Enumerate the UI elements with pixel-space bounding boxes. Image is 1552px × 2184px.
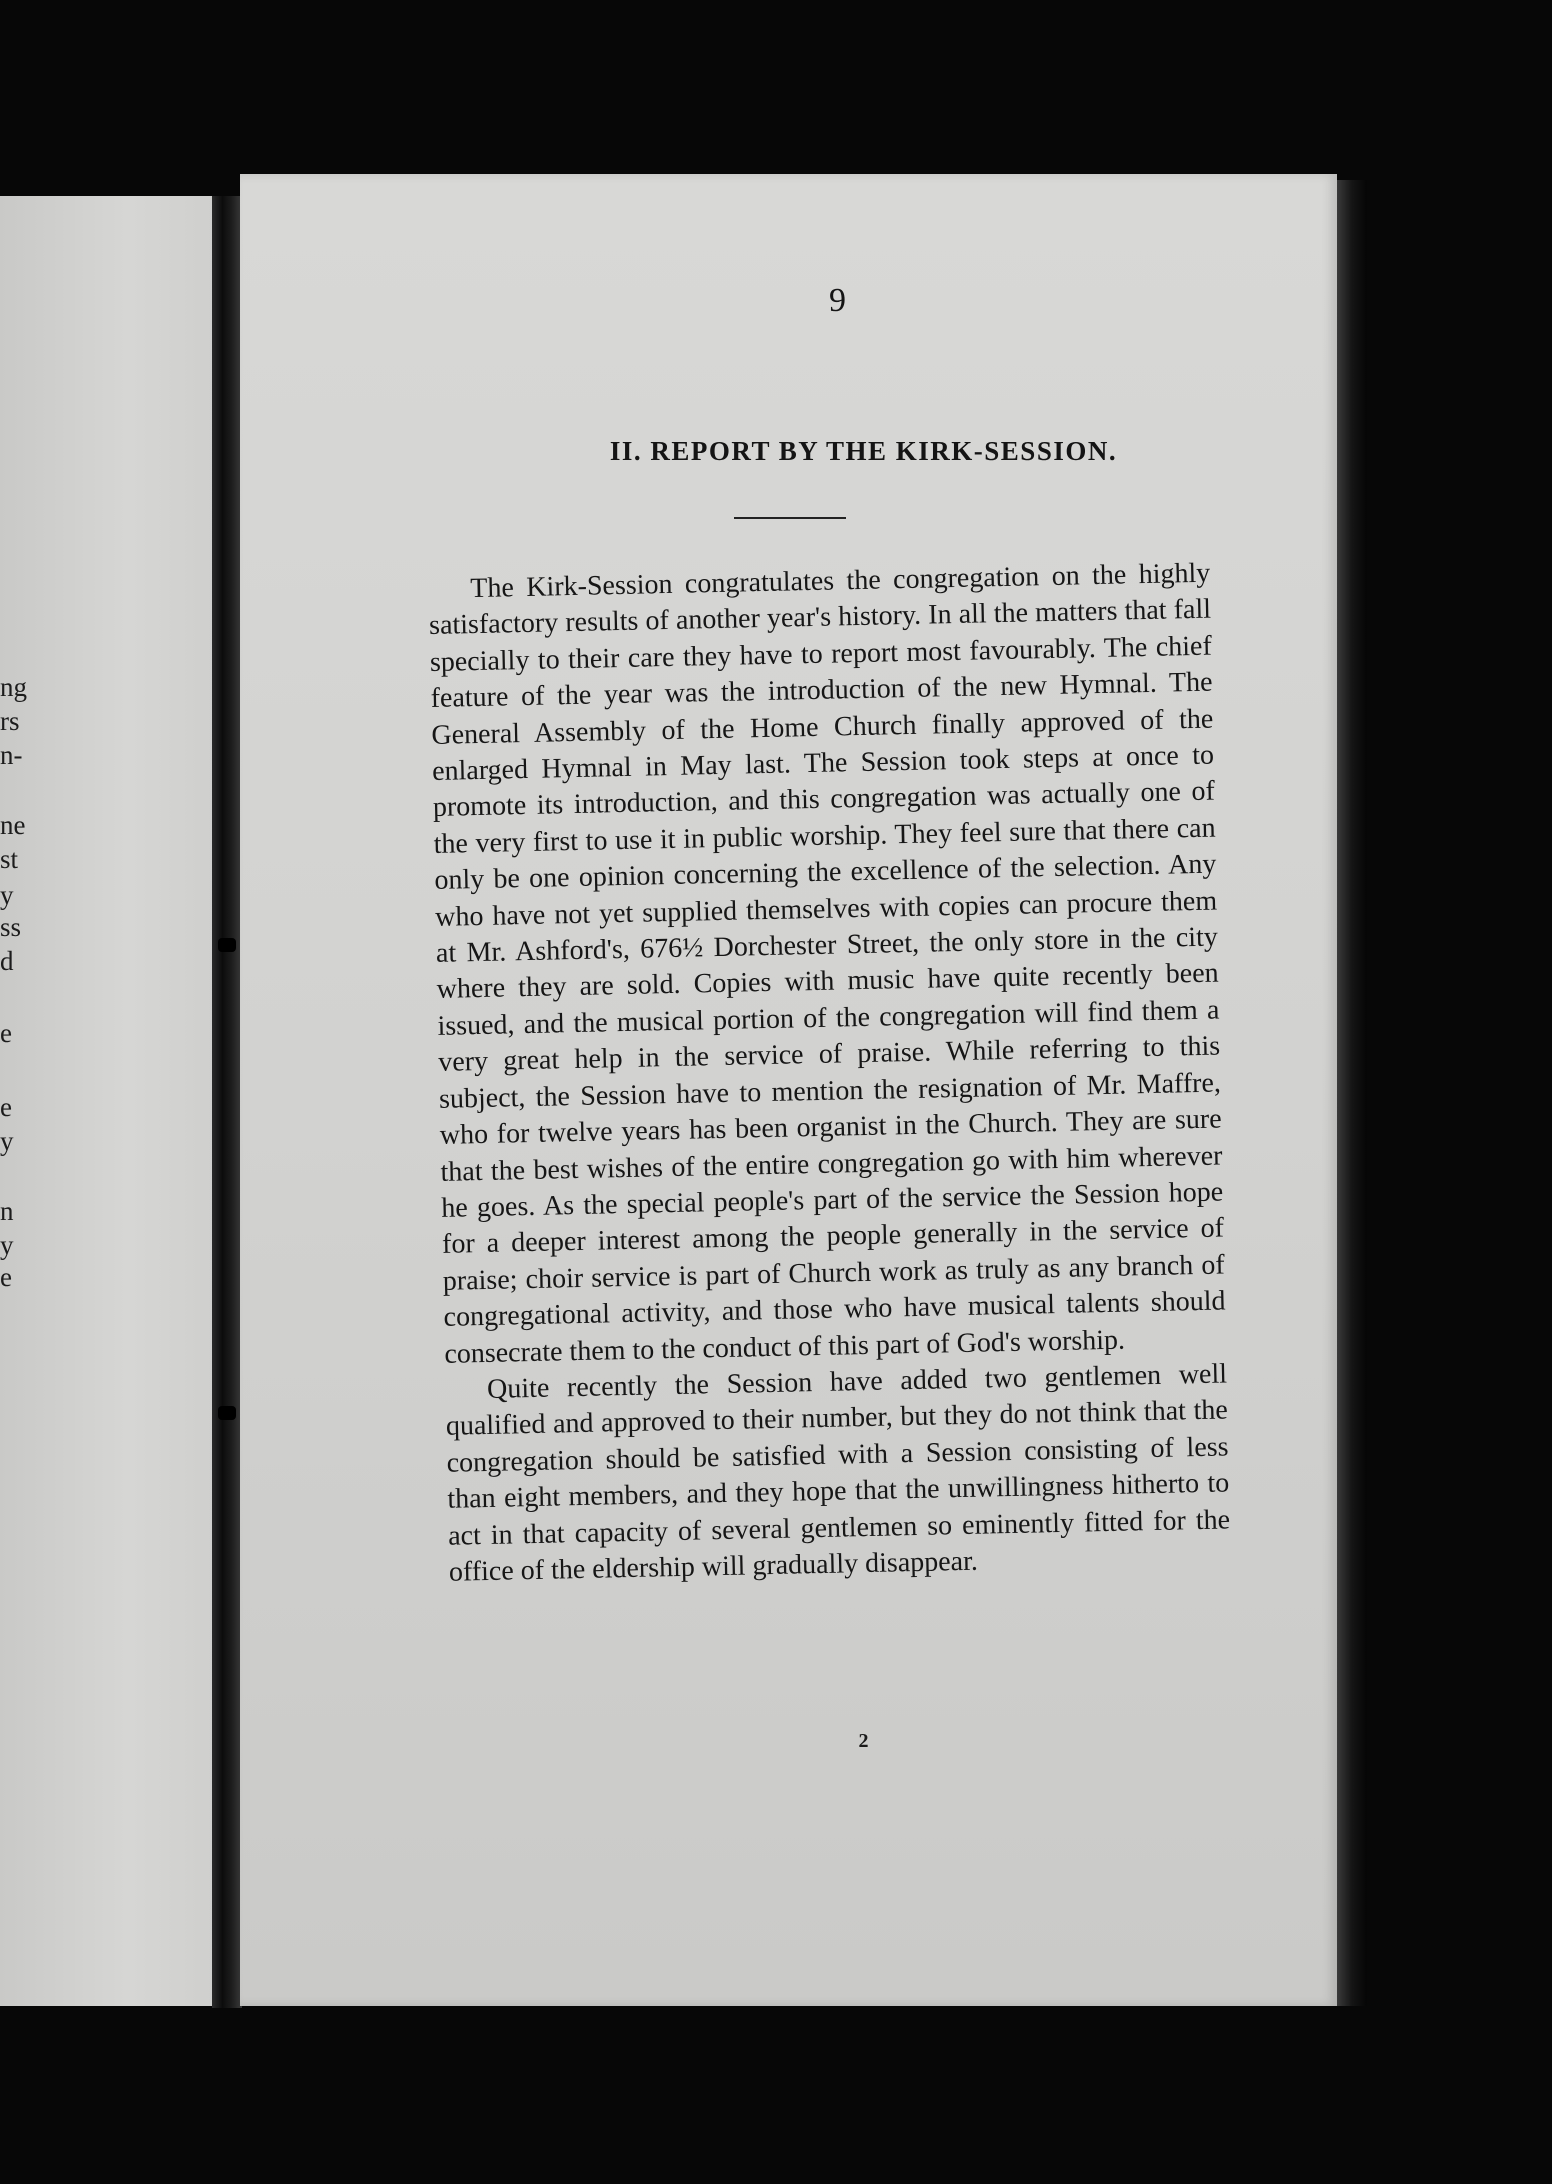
left-fragment: e bbox=[0, 1092, 12, 1122]
left-fragment: n- bbox=[0, 740, 23, 770]
signature-mark: 2 bbox=[858, 1730, 869, 1752]
paragraph: The Kirk-Session congratulates the congregation on the highly satisfactory results of another year's history. In all the matters that fall specially to their care they have to report most favourably. The chief feature of the year was the introduction of the new Hymnal. The General Assembly of the Home Church finally approved of the enlarged Hymnal in May last. The Session took steps at once to promote its introduction, and this congregation was actually one of the very first to use it in public worship. They feel sure that there can only be one opinion concerning the excellence of the selection. Any who have not yet supplied themselves with copies can procure them at Mr. Ashford's, 676½ Dorchester Street, the only store in the city where they are sold. Copies with music have quite recently been issued, and the musical portion of the congregation will find them a very great help in the service of praise. While referring to this subject, the Session have to mention the resignation of Mr. Maffre, who for twelve years has been organist in the Church. They are sure that the best wishes of the entire congregation go with him wherever he goes. As the special people's part of the service the Session hope for a deeper interest among the people generally in the service of praise; choir service is part of Church work as truly as any branch of congregational activity, and those who have musical talents should consecrate them to the conduct of this part of God's worship. bbox=[428, 557, 1226, 1370]
left-page bbox=[0, 196, 214, 2006]
left-page-text-fragments bbox=[0, 196, 40, 2006]
binding-stitch bbox=[218, 938, 236, 952]
left-fragment: d bbox=[0, 946, 14, 976]
title-rule bbox=[734, 517, 846, 519]
left-fragment: ne bbox=[0, 810, 26, 840]
book-gutter bbox=[212, 196, 242, 2008]
left-fragment: n bbox=[0, 1196, 14, 1226]
page-edge bbox=[1337, 180, 1367, 2006]
right-page bbox=[240, 174, 1337, 2006]
left-fragment: ng bbox=[0, 672, 27, 702]
binding-stitch bbox=[218, 1406, 236, 1420]
left-fragment: st bbox=[0, 844, 19, 874]
left-fragment: ss bbox=[0, 912, 22, 942]
left-fragment: y bbox=[0, 1230, 14, 1260]
paragraph: Quite recently the Session have added two gentlemen well qualified and approved to their number, but they do not think that the congregation should be satisfied with a Session consisting of less than eight members, and they hope that the unwillingness hitherto to act in that capacity of several gentlemen so eminently fitted for the office of the eldership will gradually disappear. bbox=[445, 1358, 1231, 1588]
left-fragment: e bbox=[0, 1018, 12, 1048]
section-title: II. REPORT BY THE KIRK-SESSION. bbox=[609, 436, 1118, 466]
page-number: 9 bbox=[829, 282, 846, 319]
left-fragment: y bbox=[0, 1126, 14, 1156]
left-fragment: y bbox=[0, 880, 14, 910]
left-fragment: rs bbox=[0, 706, 20, 736]
report-body bbox=[428, 556, 1231, 1592]
left-fragment: e bbox=[0, 1262, 12, 1292]
